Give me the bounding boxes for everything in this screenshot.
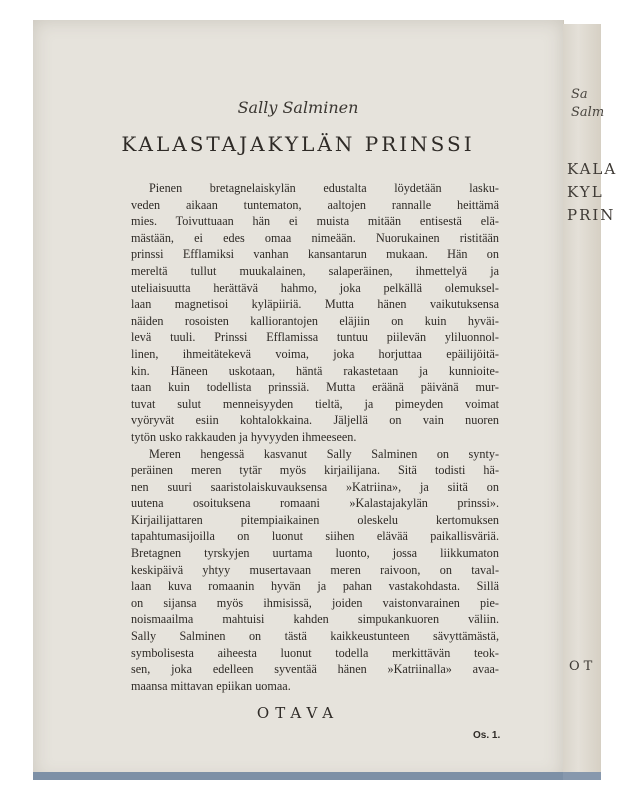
blurb-line: laan magnetisoi kyläpiiriä. Mutta hänen vaikutuksensa bbox=[131, 297, 499, 312]
blurb-line: Sally Salminen on tästä kaikkeustunteen sävyttämästä, bbox=[131, 629, 499, 644]
blurb-line: laan kuva romaanin hyvän ja pahan vastakohdasta. Sillä bbox=[131, 579, 499, 594]
blurb-text bbox=[131, 180, 499, 694]
spine-author bbox=[571, 86, 604, 122]
spine-author-line: Salm bbox=[571, 105, 605, 120]
spine-title-line: KYL bbox=[567, 183, 604, 201]
blurb-line: sen, joka edelleen syventää hänen »Katriinalla» avaa- bbox=[131, 662, 499, 677]
blurb-line: mästään, ei edes omaa nimeään. Nuorukainen ristitään bbox=[131, 230, 499, 245]
blurb-line: keskipäivä yhtyy musertavaan meren raivoon, on taval- bbox=[131, 562, 499, 577]
blurb-line: Meren hengessä kasvanut Sally Salminen on synty- bbox=[149, 446, 499, 461]
blurb-line: levä tuuli. Prinssi Efflamissa tuntuu piilevän yliluonnol- bbox=[131, 330, 499, 345]
blurb-line: Kirjailijattaren pitempiaikainen oleskelu kertomuksen bbox=[131, 512, 499, 527]
blurb-line: Bretagnen tyrskyjen uurtama luonto, jossa liikkumaton bbox=[131, 546, 499, 561]
blurb-line: nen suuri saaristolaiskuvauksensa »Katriina», ja siitä on bbox=[131, 479, 499, 494]
blurb-line: Pienen bretagnelaiskylän edustalta löydetään lasku- bbox=[149, 181, 499, 195]
blurb-line: mies. Toivuttuaan hän ei muista mitään entisestä elä- bbox=[131, 214, 499, 229]
author-name: Sally Salminen bbox=[237, 98, 359, 117]
blurb-line: noismaailma mahtuisi kahden simpukankuoren väliin. bbox=[131, 612, 499, 627]
blurb-line: taan kuin todellista prinssiä. Mutta eräänä päivänä mur- bbox=[131, 380, 499, 395]
blurb-line: prinssi Efflamiksi vanhan kansantarun mukaan. Hän on bbox=[131, 247, 499, 262]
blurb-line: tuvat sulut menneisyyden tieltä, ja pimeyden voimat bbox=[131, 396, 499, 411]
blurb-line: symbolisesta aiheesta luonut todella merkittävän teok- bbox=[131, 645, 499, 660]
back-cover bbox=[33, 20, 564, 780]
spine-publisher: OT bbox=[569, 659, 597, 674]
spine-edge bbox=[563, 772, 601, 780]
blurb-line: peräinen meren tytär myös kirjailijana. Sitä todisti hä- bbox=[131, 463, 499, 478]
blurb-line: maansa mittavan epiikan uomaa. bbox=[131, 678, 291, 693]
blurb-paragraph-2 bbox=[131, 446, 499, 695]
book-title: KALASTAJAKYLÄN PRINSSI bbox=[121, 132, 475, 156]
spine-author-line: Sa bbox=[571, 87, 588, 102]
blurb-line: tytön usko rakkauden ja hyvyyden ihmeeseen. bbox=[131, 429, 357, 444]
edition-code: Os. 1. bbox=[473, 730, 501, 741]
blurb-line: tapahtumasijoilla on luonut siihen elävää paikallisväriä. bbox=[131, 529, 499, 544]
blurb-line: linen, ihmeitätekevä voima, joka horjuttaa epäilijöitä- bbox=[131, 346, 499, 361]
blurb-line: uteliaisuutta herättävä hahmo, joka pelkällä olemuksel- bbox=[131, 280, 499, 295]
spine-title-line: KALA bbox=[567, 160, 618, 178]
jacket-edge bbox=[33, 772, 563, 780]
blurb-line: uutena osoituksena romaani »Kalastajakylän prinssi». bbox=[131, 496, 499, 511]
blurb-line: on sijansa myös ihmisissä, joiden vaistonvarainen pie- bbox=[131, 595, 499, 610]
blurb-line: veden aikaan tuntematon, aaltojen rannalle heittämä bbox=[131, 197, 499, 212]
blurb-line: mereltä tullut muukalainen, salaperäinen, ihmettelyä ja bbox=[131, 263, 499, 278]
publisher-name: OTAVA bbox=[256, 704, 340, 722]
book-spine bbox=[563, 24, 618, 780]
spine-title bbox=[567, 158, 617, 227]
blurb-line: kin. Häneen uskotaan, häntä rakastetaan ja kunnioite- bbox=[131, 363, 499, 378]
blurb-paragraph-1 bbox=[131, 180, 499, 446]
spine-title-line: PRIN bbox=[567, 206, 616, 224]
blurb-line: näiden rosoisten kalliorantojen eläjiin on kuin hyväi- bbox=[131, 313, 499, 328]
blurb-line: vyöryvät esiin kohtalokkaina. Jäljellä on vain nuoren bbox=[131, 413, 499, 428]
